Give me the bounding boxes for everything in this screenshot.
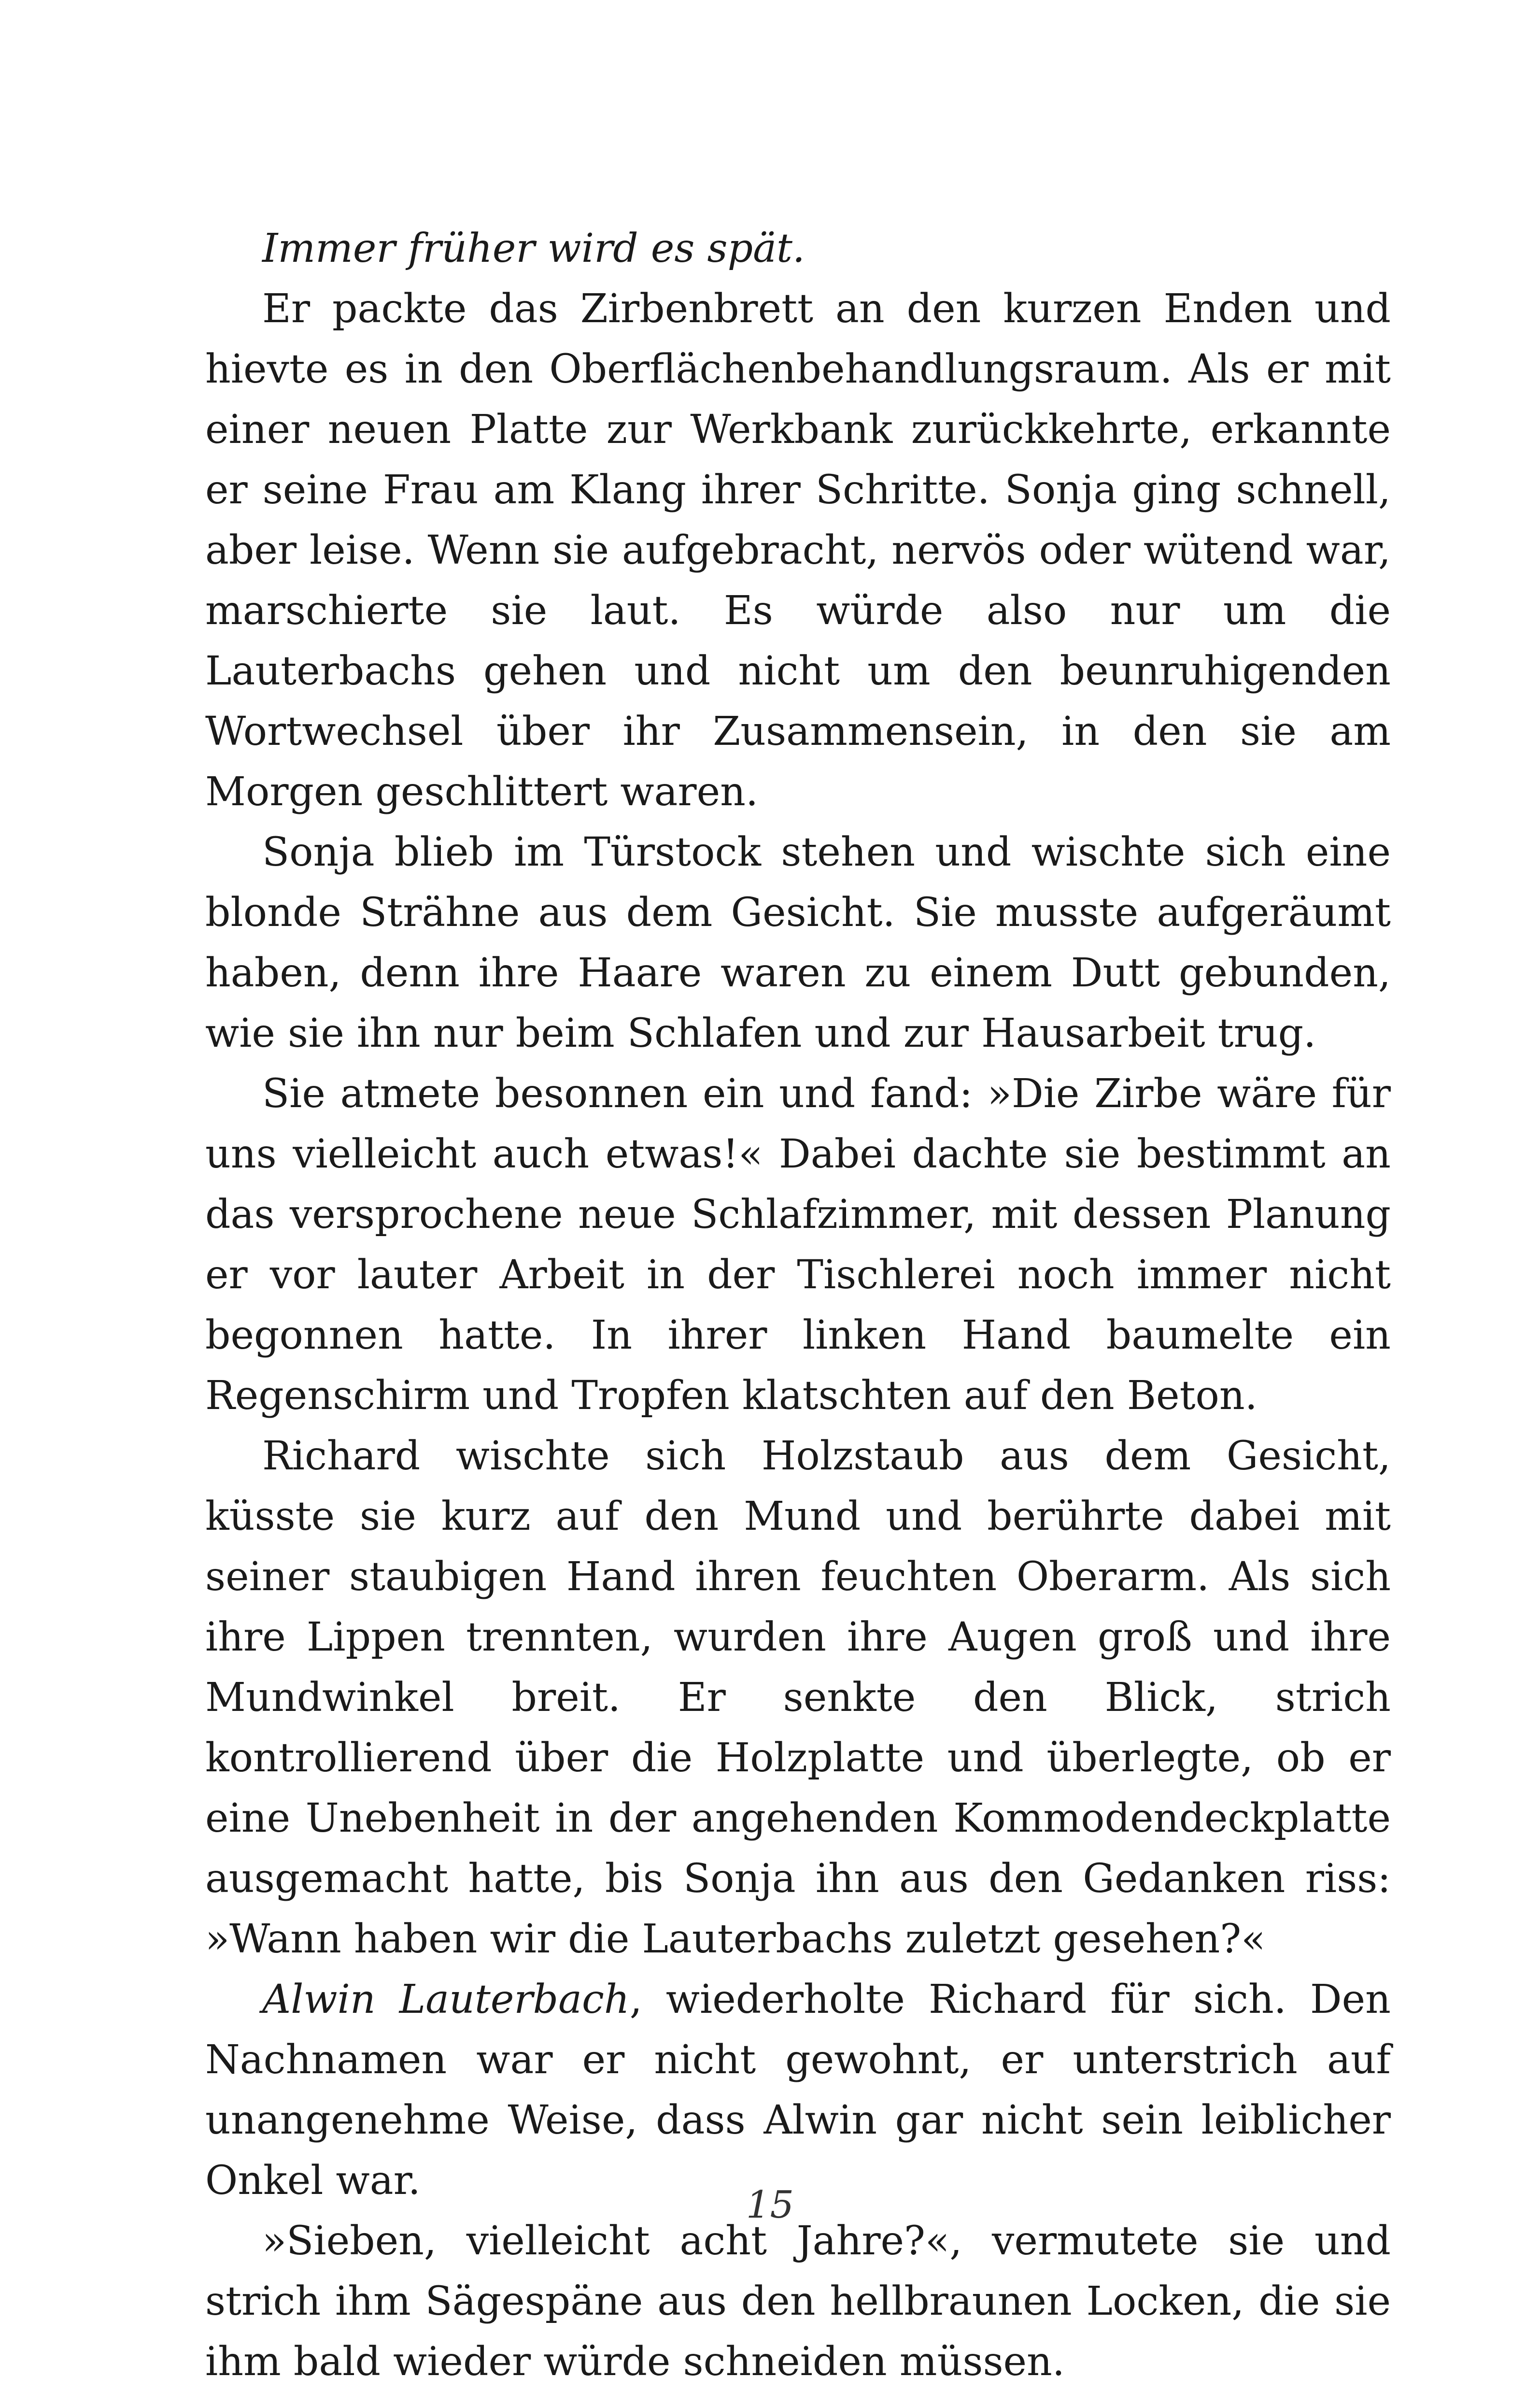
paragraph-3	[205, 822, 1391, 1064]
paragraph-6	[205, 1969, 1391, 2211]
paragraph-4	[205, 1064, 1391, 1426]
body-text	[205, 218, 1391, 2392]
page-number: 15	[746, 2183, 794, 2227]
paragraph-text: , wiederholte Richard für sich. Den Nachnamen war er nicht gewohnt, er unterstrich auf unangenehme Weise, dass Alwin gar nicht sein leiblicher Onkel war.	[205, 1977, 1391, 2204]
paragraph-5	[205, 1426, 1391, 1969]
paragraph-7	[205, 2211, 1391, 2392]
italic-lead: Alwin Lauterbach	[262, 1977, 630, 2022]
paragraph-2	[205, 279, 1391, 822]
paragraph-text: Er packte das Zirbenbrett an den kurzen Enden und hievte es in den Oberflächenbehandlungsraum. Als er mit einer neuen Platte zur Werkbank zurückkehrte, erkannte er seine Frau am Klang ihrer Schritte. Sonja ging schnell, aber leise. Wenn sie aufgebracht, nervös oder wütend war, marschierte sie laut. Es würde also nur um die Lauterbachs gehen und nicht um den beunruhigenden Wortwechsel über ihr Zusammensein, in den sie am Morgen geschlittert waren.	[205, 286, 1391, 815]
paragraph-1	[205, 218, 1391, 279]
paragraph-text: Sonja blieb im Türstock stehen und wischte sich eine blonde Strähne aus dem Gesicht. Sie musste aufgeräumt haben, denn ihre Haare waren zu einem Dutt gebunden, wie sie ihn nur beim Schlafen und zur Hausarbeit trug.	[205, 829, 1391, 1056]
paragraph-text: »Sieben, vielleicht acht Jahre?«, vermutete sie und strich ihm Sägespäne aus den hellbraunen Locken, die sie ihm bald wieder würde schneiden müssen.	[205, 2218, 1391, 2385]
paragraph-text: Sie atmete besonnen ein und fand: »Die Zirbe wäre für uns vielleicht auch etwas!« Dabei dachte sie bestimmt an das versprochene neue Schlafzimmer, mit dessen Planung er vor lauter Arbeit in der Tischlerei noch immer nicht begonnen hatte. In ihrer linken Hand baumelte ein Regenschirm und Tropfen klatschten auf den Beton.	[205, 1071, 1391, 1419]
paragraph-text: Richard wischte sich Holzstaub aus dem Gesicht, küsste sie kurz auf den Mund und berührte dabei mit seiner staubigen Hand ihren feuchten Oberarm. Als sich ihre Lippen trennten, wurden ihre Augen groß und ihre Mundwinkel breit. Er senkte den Blick, strich kontrollierend über die Holzplatte und überlegte, ob er eine Unebenheit in der angehenden Kommodendeckplatte ausgemacht hatte, bis Sonja ihn aus den Gedanken riss: »Wann haben wir die Lauterbachs zuletzt gesehen?«	[205, 1433, 1391, 1962]
italic-lead: Immer früher wird es spät.	[262, 226, 805, 271]
